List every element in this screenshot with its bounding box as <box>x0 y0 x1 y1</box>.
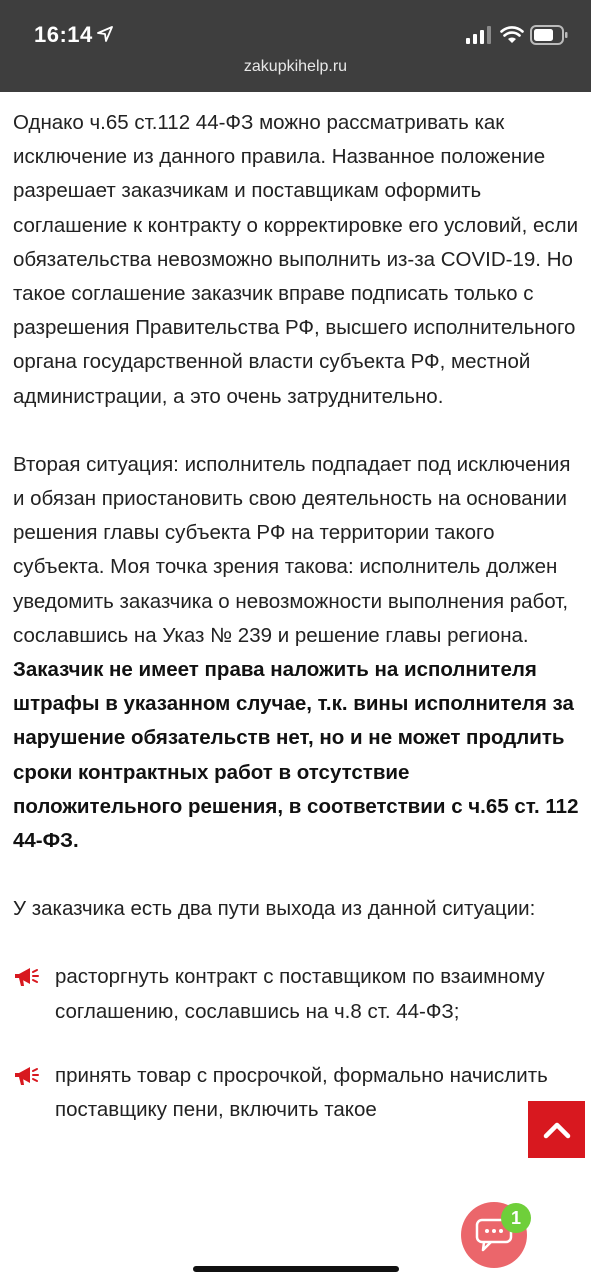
article-content <box>13 106 581 1157</box>
signal-icon <box>466 26 492 44</box>
paragraph-second-situation <box>13 448 581 858</box>
url-label[interactable]: zakupkihelp.ru <box>243 58 348 75</box>
status-bar <box>0 0 591 92</box>
chevron-up-icon <box>543 1121 571 1139</box>
chat-badge: 1 <box>501 1203 531 1233</box>
paragraph-two-ways: У заказчика есть два пути выхода из данной ситуации: <box>13 897 536 921</box>
list-item-text: расторгнуть контракт с поставщиком по взаимному соглашению, сославшись на ч.8 ст. 44-ФЗ; <box>55 965 545 1023</box>
megaphone-icon <box>13 1065 39 1087</box>
location-arrow-icon <box>97 26 113 42</box>
battery-icon <box>530 24 568 46</box>
scroll-to-top-button[interactable] <box>528 1101 585 1158</box>
megaphone-icon <box>13 966 39 988</box>
paragraph-text: Вторая ситуация: исполнитель подпадает под исключения и обязан приостановить свою деятельность на основании решения главы субъекта РФ на территории такого субъекта. Моя точка зрения такова: исполнитель должен уведомить заказчика о невозможности выполнения работ, сославшись на Указ № 239 и решение главы региона. <box>13 452 571 647</box>
status-time: 16:14 <box>34 22 93 47</box>
list-item-text: принять товар с просрочкой, формально начислить поставщику пени, включить такое <box>55 1063 548 1122</box>
list-item <box>13 1059 581 1127</box>
paragraph-bold-text: Заказчик не имеет права наложить на исполнителя штрафы в указанном случае, т.к. вины исполнителя за нарушение обязательств нет, но и не может продлить сроки контрактных работ в отсутствие положительного решения, в соответствии с ч.65 ст. 112 44-ФЗ. <box>13 658 579 853</box>
paragraph-exception: Однако ч.65 ст.112 44-ФЗ можно рассматривать как исключение из данного правила. Названное положение разрешает заказчикам и поставщикам оформить соглашение к контракту о корректировке его условий, если обязательства невозможно выполнить из-за COVID-19. Но такое соглашение заказчик вправе подписать только с разрешения Правительства РФ, высшего исполнительного органа государственной власти субъекта РФ, местной администрации, а это очень затруднительно. <box>13 111 579 408</box>
home-indicator[interactable] <box>193 1266 399 1272</box>
list-item <box>13 960 581 1028</box>
wifi-icon <box>500 24 524 44</box>
